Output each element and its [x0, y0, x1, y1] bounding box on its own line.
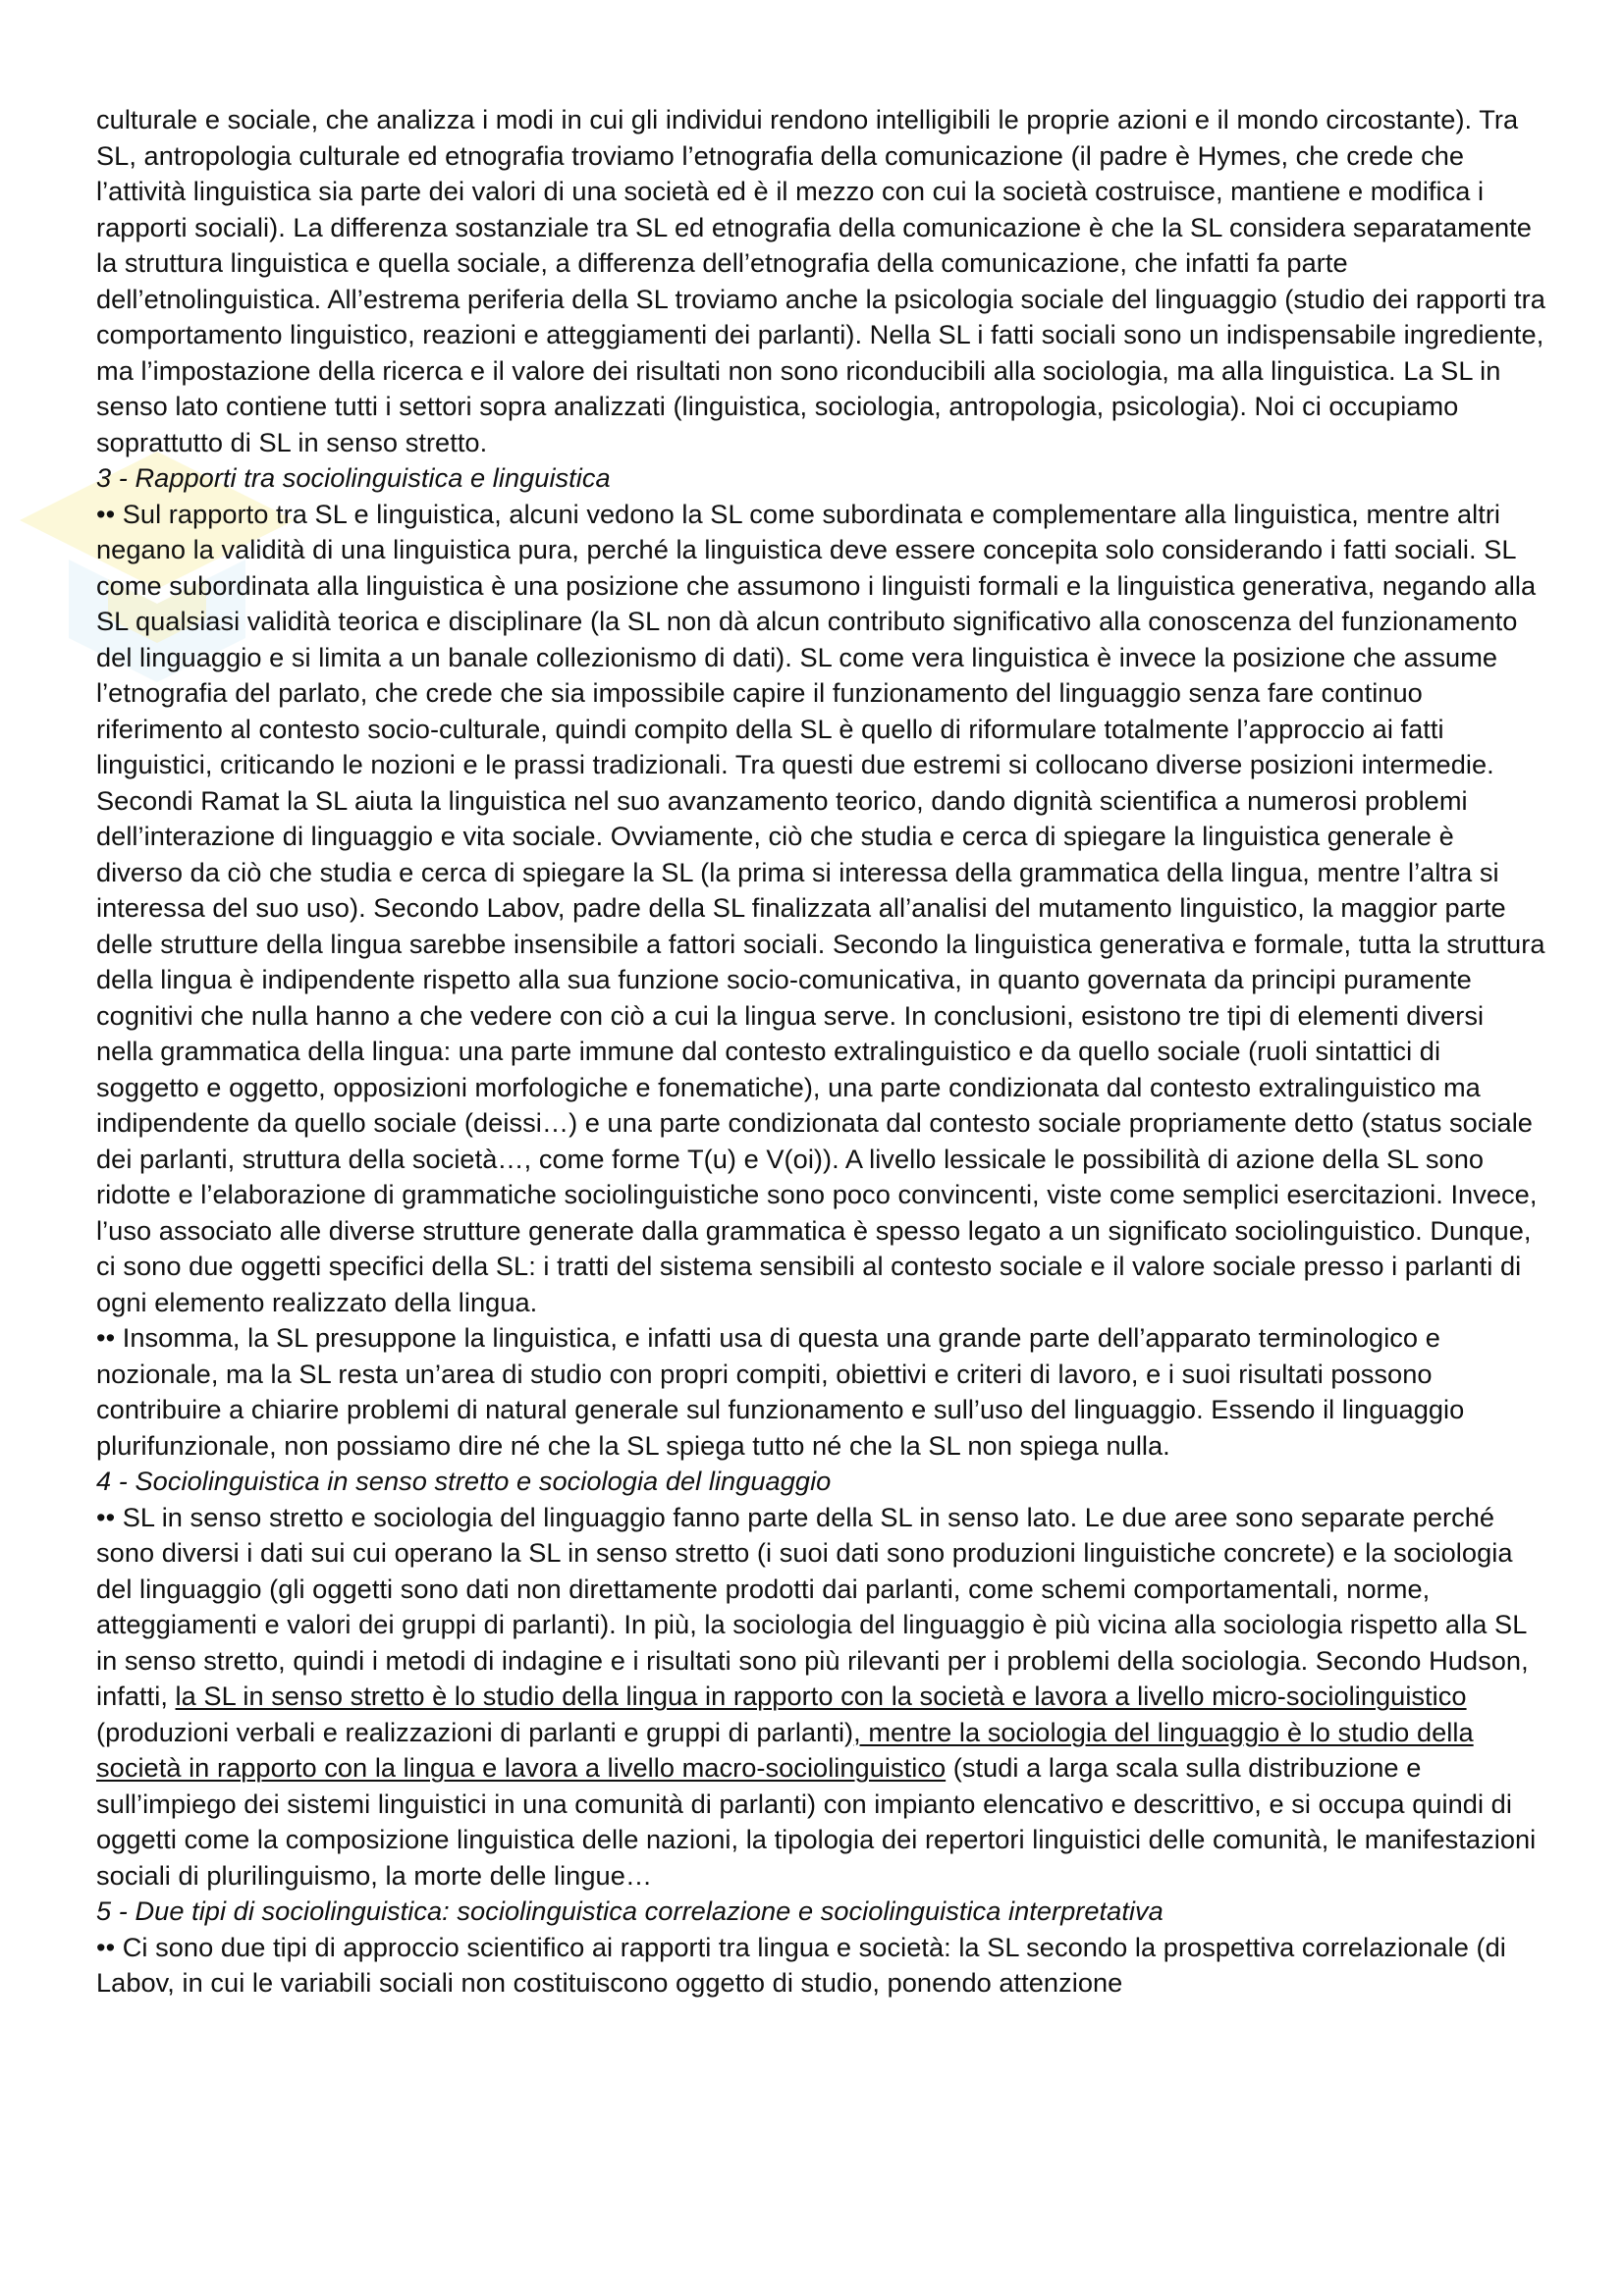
underlined-definition-micro: la SL in senso stretto è lo studio della lingua in rapporto con la società e lavora a livello micro-sociolinguistico — [175, 1681, 1467, 1711]
paragraph-2: •• Sul rapporto tra SL e linguistica, alcuni vedono la SL come subordinata e complementare alla linguistica, mentre altri negano la validità di una linguistica pura, perché la linguistica deve essere concepita solo considerando i fatti sociali. SL come subordinata alla linguistica è una posizione che assumono i linguisti formali e la linguistica generativa, negando alla SL qualsiasi validità teorica e disciplinare (la SL non dà alcun contributo significativo alla conoscenza del funzionamento del linguaggio e si limita a un banale collezionismo di dati). SL come vera linguistica è invece la posizione che assume l’etnografia del parlato, che crede che sia impossibile capire il funzionamento del linguaggio senza fare continuo riferimento al contesto socio-culturale, quindi compito della SL è quello di riformulare totalmente l’approccio ai fatti linguistici, criticando le nozioni e le prassi tradizionali. Tra questi due estremi si collocano diverse posizioni intermedie. Secondi Ramat la SL aiuta la linguistica nel suo avanzamento teorico, dando dignità scientifica a numerosi problemi dell’interazione di linguaggio e vita sociale. Ovviamente, ciò che studia e cerca di spiegare la linguistica generale è diverso da ciò che studia e cerca di spiegare la SL (la prima si interessa della grammatica della lingua, mentre l’altra si interessa del suo uso). Secondo Labov, padre della SL finalizzata all’analisi del mutamento linguistico, la maggior parte delle strutture della lingua sarebbe insensibile a fattori sociali. Secondo la linguistica generativa e formale, tutta la struttura della lingua è indipendente rispetto alla sua funzione socio-comunicativa, in quanto governata da principi puramente cognitivi che nulla hanno a che vedere con ciò a cui la lingua serve. In conclusioni, esistono tre tipi di elementi diversi nella grammatica della lingua: una parte immune dal contesto extralinguistico e da quello sociale (ruoli sintattici di soggetto e oggetto, opposizioni morfologiche e fonematiche), una parte condizionata dal contesto extralinguistico ma indipendente da quello sociale (deissi…) e una parte condizionata dal contesto sociale propriamente detto (status sociale dei parlanti, struttura della società…, come forme T(u) e V(oi)). A livello lessicale le possibilità di azione della SL sono ridotte e l’elaborazione di grammatiche sociolinguistiche sono poco convincenti, viste come semplici esercitazioni. Invece, l’uso associato alle diverse strutture generate dalla grammatica è spesso legato a un significato sociolinguistico. Dunque, ci sono due oggetti specifici della SL: i tratti del sistema sensibili al contesto sociale e il valore sociale presso i parlanti di ogni elemento realizzato della lingua. — [96, 498, 1545, 1317]
paragraph-4-text-c: (studi a larga scala sulla distribuzione e sull’impiego dei sistemi linguistici in una comunità di parlanti) con impianto elencativo e descrittivo, e si occupa quindi di oggetti come la composizione linguistica delle nazioni, la tipologia dei repertori linguistici delle comunità, le manifestazioni sociali di plurilinguismo, la morte delle lingue… — [96, 1752, 1537, 1891]
paragraph-3: •• Insomma, la SL presuppone la linguistica, e infatti usa di questa una grande parte dell’apparato terminologico e nozionale, ma la SL resta un’area di studio con propri compiti, obiettivi e criteri di lavoro, e i suoi risultati possono contribuire a chiarire problemi di natural generale sul funzionamento e sull’uso del linguaggio. Essendo il linguaggio plurifunzionale, non possiamo dire né che la SL spiega tutto né che la SL non spiega nulla. — [96, 1322, 1465, 1461]
paragraph-4-text-a: •• SL in senso stretto e sociologia del linguaggio fanno parte della SL in senso lato. Le due aree sono separate perché sono diversi i dati sui cui operano la SL in senso stretto (i suoi dati sono produzioni linguistiche concrete) e la sociologia del linguaggio (gli oggetti sono dati non direttamente prodotti dai parlanti, come schemi comportamentali, norme, atteggiamenti e valori dei gruppi di parlanti). In più, la sociologia del linguaggio è più vicina alla sociologia rispetto alla SL in senso stretto, quindi i metodi di indagine e i risultati sono più rilevanti per i problemi della sociologia. Secondo Hudson, infatti, — [96, 1501, 1529, 1711]
paragraph-1: culturale e sociale, che analizza i modi in cui gli individui rendono intelligibili le proprie azioni e il mondo circostante). Tra SL, antropologia culturale ed etnografia troviamo l’etnografia della comunicazione (il padre è Hymes, che crede che l’attività linguistica sia parte dei valori di una società ed è il mezzo con cui la società costruisce, mantiene e modifica i rapporti sociali). La differenza sostanziale tra SL ed etnografia della comunicazione è che la SL considera separatamente la struttura linguistica e quella sociale, a differenza dell’etnografia della comunicazione, che infatti fa parte dell’etnolinguistica. All’estrema periferia della SL troviamo anche la psicologia sociale del linguaggio (studio dei rapporti tra comportamento linguistico, reazioni e atteggiamenti dei parlanti). Nella SL i fatti sociali sono un indispensabile ingrediente, ma l’impostazione della ricerca e il valore dei risultati non sono riconducibili alla sociologia, ma alla linguistica. La SL in senso lato contiene tutti i settori sopra analizzati (linguistica, sociologia, antropologia, psicologia). Noi ci occupiamo soprattutto di SL in senso stretto. — [96, 104, 1545, 457]
underlined-definition-macro: , mentre la sociologia del linguaggio è lo studio della società in rapporto con la lingua e lavora a livello macro-sociolinguistico — [96, 1716, 1474, 1783]
paragraph-4-text-b: (produzioni verbali e realizzazioni di parlanti e gruppi di parlanti) — [96, 1716, 854, 1747]
section-heading-5: 5 - Due tipi di sociolinguistica: sociolinguistica correlazione e sociolinguistica interpretativa — [96, 1896, 1164, 1926]
section-heading-4: 4 - Sociolinguistica in senso stretto e sociologia del linguaggio — [96, 1466, 832, 1496]
paragraph-4 — [96, 1500, 1545, 1895]
paragraph-5: •• Ci sono due tipi di approccio scientifico ai rapporti tra lingua e società: la SL secondo la prospettiva correlazionale (di Labov, in cui le variabili sociali non costituiscono oggetto di studio, ponendo attenzione — [96, 1931, 1506, 1998]
document-body — [96, 102, 1545, 2002]
section-heading-3: 3 - Rapporti tra sociolinguistica e linguistica — [96, 462, 611, 493]
